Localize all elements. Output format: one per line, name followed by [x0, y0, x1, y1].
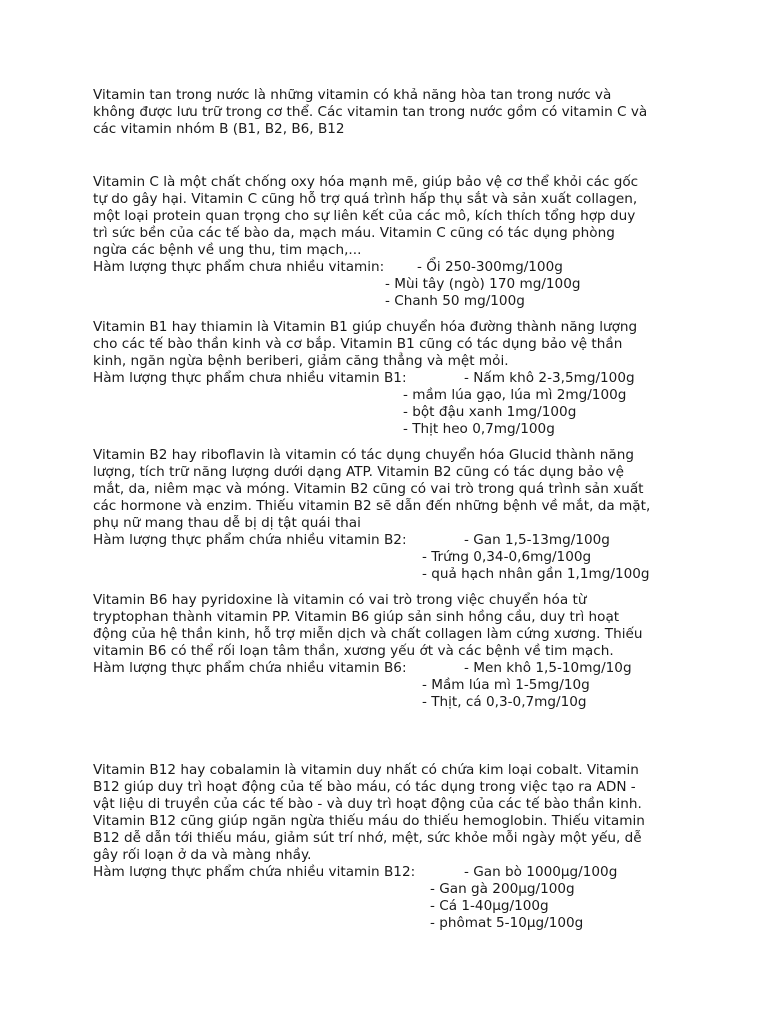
vitamin-b6-foods-label: Hàm lượng thực phẩm chứa nhiều vitamin B6: — [93, 660, 407, 676]
food-item: - Thịt, cá 0,3-0,7mg/10g — [422, 694, 587, 710]
vitamin-b12-foods-label: Hàm lượng thực phẩm chứa nhiều vitamin B12: — [93, 864, 416, 880]
food-item: - Gan bò 1000µg/100g — [464, 864, 618, 880]
text-line: tryptophan thành vitamin PP. Vitamin B6 giúp sản sinh hồng cầu, duy trì hoạt — [93, 609, 620, 625]
text-line: vitamin B6 có thể rối loạn tâm thần, xương yếu ớt và các bệnh về tim mạch. — [93, 643, 614, 659]
text-line: Vitamin B2 hay riboflavin là vitamin có tác dụng chuyển hóa Glucid thành năng — [93, 447, 634, 463]
text-line: các vitamin nhóm B (B1, B2, B6, B12 — [93, 121, 345, 137]
intro-paragraph — [93, 87, 683, 171]
text-line: một loại protein quan trọng cho sự liên kết của các mô, kích thích tổng hợp duy — [93, 208, 636, 224]
text-line: Vitamin B12 cũng giúp ngăn ngừa thiếu máu do thiếu hemoglobin. Thiếu vitamin — [93, 813, 645, 829]
text-line: lượng, tích trữ năng lượng dưới dạng ATP. Vitamin B2 cũng có tác dụng bảo vệ — [93, 464, 624, 480]
food-item: - mầm lúa gạo, lúa mì 2mg/100g — [403, 387, 627, 403]
text-line: các hormone và enzim. Thiếu vitamin B2 sẽ dẫn đến những bệnh về mắt, da mặt, — [93, 498, 651, 514]
food-item: - bột đậu xanh 1mg/100g — [403, 404, 577, 420]
text-line: cho các tế bào thần kinh và cơ bắp. Vitamin B1 cũng có tác dụng bảo vệ thần — [93, 336, 623, 352]
text-line: phụ nữ mang thau dễ bị dị tật quái thai — [93, 515, 361, 531]
food-item: - Mầm lúa mì 1-5mg/10g — [422, 677, 590, 693]
text-line: ngừa các bệnh về ung thu, tim mạch,... — [93, 242, 362, 258]
food-item: - quả hạch nhân gần 1,1mg/100g — [422, 566, 650, 582]
text-line: Vitamin B6 hay pyridoxine là vitamin có vai trò trong việc chuyển hóa từ — [93, 592, 587, 608]
text-line: động của hệ thần kinh, hỗ trợ miễn dịch và chất collagen làm cứng xương. Thiếu — [93, 626, 643, 642]
food-item: - Ổi 250-300mg/100g — [417, 259, 563, 275]
text-line: vật liệu di truyền của các tế bào - và duy trì hoạt động của các tế bào thần kinh. — [93, 796, 642, 812]
text-line: tự do gây hại. Vitamin C cũng hỗ trợ quá trình hấp thụ sắt và sản xuất collagen, — [93, 191, 638, 207]
food-item: - Mùi tây (ngò) 170 mg/100g — [385, 276, 581, 292]
text-line: B12 giúp duy trì hoạt động của tế bào máu, có tác dụng trong việc tạo ra ADN - — [93, 779, 636, 795]
text-line: Vitamin tan trong nước là những vitamin có khả năng hòa tan trong nước và — [93, 87, 612, 103]
text-line: Vitamin B1 hay thiamin là Vitamin B1 giúp chuyển hóa đường thành năng lượng — [93, 319, 638, 335]
vitamin-b2-foods-label: Hàm lượng thực phẩm chứa nhiều vitamin B2: — [93, 532, 407, 548]
text-line: Vitamin C là một chất chống oxy hóa mạnh mẽ, giúp bảo vệ cơ thể khỏi các gốc — [93, 174, 639, 190]
text-line: Vitamin B12 hay cobalamin là vitamin duy nhất có chứa kim loại cobalt. Vitamin — [93, 762, 639, 778]
food-item: - Gan gà 200µg/100g — [430, 881, 575, 897]
vitamin-c-foods-label: Hàm lượng thực phẩm chưa nhiều vitamin: — [93, 259, 385, 275]
food-item: - Cá 1-40µg/100g — [430, 898, 549, 914]
text-line: trì sức bền của các tế bào da, mạch máu. Vitamin C cũng có tác dụng phòng — [93, 225, 615, 241]
text-line: kinh, ngăn ngừa bệnh beriberi, giảm căng thẳng và mệt mỏi. — [93, 353, 509, 369]
food-item: - Chanh 50 mg/100g — [385, 293, 525, 309]
food-item: - Men khô 1,5-10mg/10g — [464, 660, 632, 676]
text-line: không được lưu trữ trong cơ thể. Các vitamin tan trong nước gồm có vitamin C và — [93, 104, 648, 120]
text-line: gây rối loạn ở da và màng nhầy. — [93, 847, 312, 863]
text-line: mắt, da, niêm mạc và móng. Vitamin B2 cũng có vai trò trong quá trình sản xuất — [93, 481, 644, 497]
vitamin-b6-paragraph — [93, 592, 683, 693]
food-item: - phômat 5-10µg/100g — [430, 915, 584, 931]
food-item: - Gan 1,5-13mg/100g — [464, 532, 610, 548]
text-line: B12 dễ dẫn tới thiếu máu, giảm sút trí nhớ, mệt, sức khỏe mỗi ngày một yếu, dễ — [93, 830, 642, 846]
food-item: - Nấm khô 2-3,5mg/100g — [464, 370, 635, 386]
food-item: - Trứng 0,34-0,6mg/100g — [422, 549, 592, 565]
vitamin-b1-foods-label: Hàm lượng thực phẩm chưa nhiều vitamin B1: — [93, 370, 407, 386]
food-item: - Thịt heo 0,7mg/100g — [403, 421, 555, 437]
